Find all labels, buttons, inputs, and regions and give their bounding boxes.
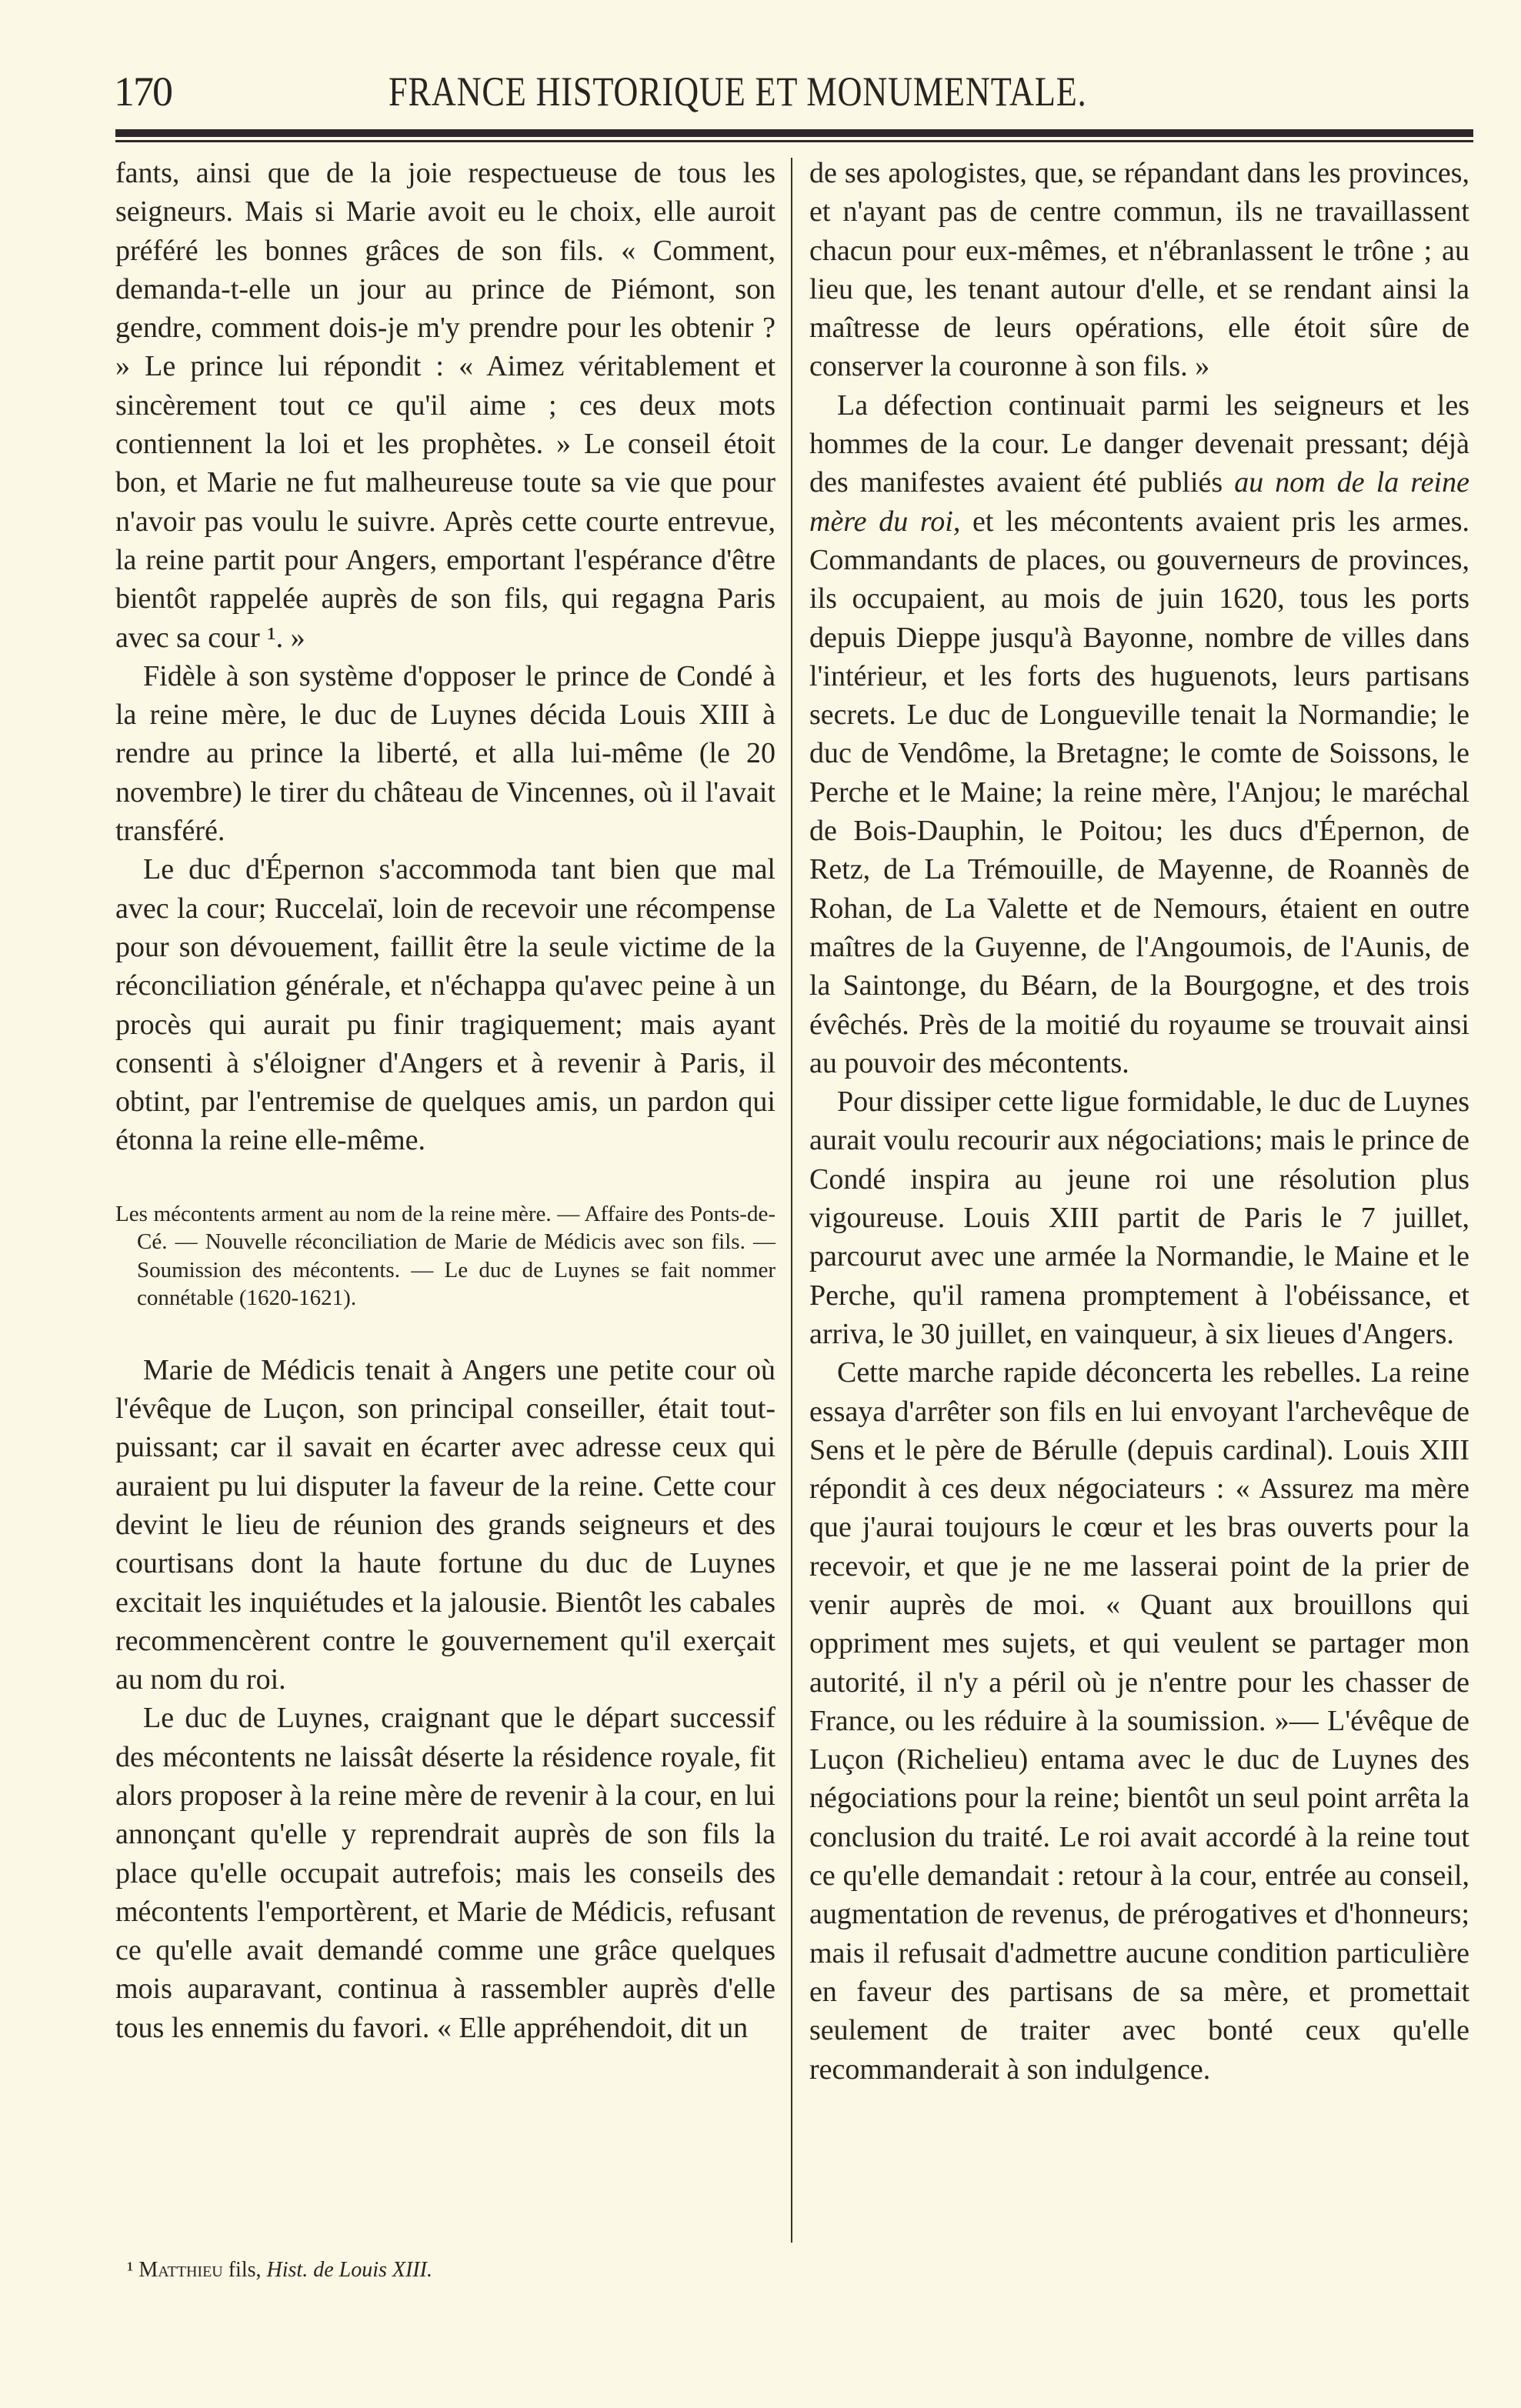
paragraph-text: Pour dissiper cette ligue formidable, le duc de Luynes aurait voulu recourir aux négociations; mais le prince de Condé inspira au jeune roi une résolution plus vigoureuse. Louis XIII partit de Paris le 7 juillet, parcourut avec une armée la Normandie, le Maine et le Perche, qu'il ramena promptement à l'obéissance, et arriva, le 30 juillet, en vainqueur, à six lieues d'Angers. — [809, 1086, 1469, 1350]
paragraph — [115, 1699, 776, 2047]
left-paragraphs-after — [115, 1351, 776, 2047]
left-paragraphs-before — [115, 154, 776, 1160]
left-column — [115, 154, 776, 2047]
chapter-summary: Les mécontents arment au nom de la reine mère. — Affaire des Ponts-de-Cé. — Nouvelle réconciliation de Marie de Médicis avec son fils. — Soumission des mécontents. — Le duc de Luynes se fait nommer connétable (1620-1621). — [115, 1201, 776, 1311]
paragraph — [809, 1353, 1469, 2089]
footnote — [127, 2258, 432, 2283]
right-paragraphs — [809, 154, 1469, 2089]
paragraph-text: Le duc de Luynes, craignant que le départ successif des mécontents ne laissât déserte la résidence royale, fit alors proposer à la reine mère de revenir à la cour, en lui annonçant qu'elle y reprendrait auprès de son fils la place qu'elle occupait autrefois; mais les conseils des mécontents l'emportèrent, et Marie de Médicis, refusant ce qu'elle avait demandé comme une grâce quelques mois auparavant, continua à rassembler auprès d'elle tous les ennemis du favori. « Elle appréhendoit, dit un — [115, 1702, 776, 2044]
column-divider — [791, 158, 792, 2243]
paragraph — [809, 154, 1469, 386]
paragraph-text: fants, ainsi que de la joie respectueuse de tous les seigneurs. Mais si Marie avoit eu le choix, elle auroit préféré les bonnes grâces de son fils. « Comment, demanda-t-elle un jour au prince de Piémont, son gendre, comment dois-je m'y prendre pour les obtenir ? » Le prince lui répondit : « Aimez véritablement et sincèrement tout ce qu'il aime ; ces deux mots contiennent la loi et les prophètes. » Le conseil étoit bon, et Marie ne fut malheureuse toute sa vie que pour n'avoir pas voulu le suivre. Après cette courte entrevue, la reine partit pour Angers, emportant l'espérance d'être bientôt rappelée auprès de son fils, qui regagna Paris avec sa cour ¹. » — [115, 157, 776, 654]
footnote-marker: ¹ — [127, 2258, 134, 2282]
paragraph — [809, 386, 1469, 1082]
footnote-work: Hist. de Louis XIII. — [266, 2258, 432, 2282]
running-title: FRANCE HISTORIQUE ET MONUMENTALE. — [389, 68, 1087, 115]
paragraph-text: de ses apologistes, que, se répandant dans les provinces, et n'ayant pas de centre commun, ils ne travaillassent chacun pour eux-mêmes, et n'ébranlassent le trône ; au lieu que, les tenant autour d'elle, et se rendant ainsi la maîtresse de leurs opérations, elle étoit sûre de conserver la couronne à son fils. » — [809, 157, 1469, 383]
header-rule-thin — [115, 140, 1473, 142]
right-column — [809, 154, 1469, 2089]
paragraph — [115, 850, 776, 1159]
footnote-author: Matthieu — [138, 2258, 223, 2282]
paragraph-text: Marie de Médicis tenait à Angers une petite cour où l'évêque de Luçon, son principal conseiller, était tout-puissant; car il savait en écarter avec adresse ceux qui auraient pu lui disputer la faveur de la reine. Cette cour devint le lieu de réunion des grands seigneurs et des courtisans dont la haute fortune du duc de Luynes excitait les inquiétudes et la jalousie. Bientôt les cabales recommencèrent contre le gouvernement qu'il exerçait au nom du roi. — [115, 1353, 776, 1696]
page-number: 170 — [114, 68, 172, 115]
paragraph-text: La défection continuait parmi les seigneurs et les hommes de la cour. Le danger devenait pressant; déjà des manifestes avaient été publiés — [809, 389, 1469, 499]
italic-text: au nom de la reine mère du roi, — [809, 466, 1469, 538]
paragraph — [809, 1082, 1469, 1353]
paragraph-text: Cette marche rapide déconcerta les rebelles. La reine essaya d'arrêter son fils en lui envoyant l'archevêque de Sens et le père de Bérulle (depuis cardinal). Louis XIII répondit à ces deux négociateurs : « Assurez ma mère que j'aurai toujours le cœur et les bras ouverts pour la recevoir, et que je ne me lasserai point de la prier de venir auprès de moi. « Quant aux brouillons qui oppriment mes sujets, et qui veulent se partager mon autorité, il n'y a péril où je n'entre pour les chasser de France, ou les réduire à la soumission. »— L'évêque de Luçon (Richelieu) entama avec le duc de Luynes des négociations pour la reine; bientôt un seul point arrêta la conclusion du traité. Le roi avait accordé à la reine tout ce qu'elle demandait : retour à la cour, entrée au conseil, augmentation de revenus, de prérogatives et d'honneurs; mais il refusait d'admettre aucune condition particulière en faveur des partisans de sa mère, et promettait seulement de traiter avec bonté ceux qu'elle recommanderait à son indulgence. — [809, 1356, 1469, 2086]
paragraph — [115, 657, 776, 850]
paragraph-text: Fidèle à son système d'opposer le prince de Condé à la reine mère, le duc de Luynes décida Louis XIII à rendre au prince la liberté, et alla lui-même (le 20 novembre) le tirer du château de Vincennes, où il l'avait transféré. — [115, 659, 776, 848]
paragraph-text: et les mécontents avaient pris les armes. Commandants de places, ou gouverneurs de provinces, ils occupaient, au mois de juin 1620, tous les ports depuis Dieppe jusqu'à Bayonne, nombre de villes dans l'intérieur, et les forts des huguenots, leurs partisans secrets. Le duc de Longueville tenait la Normandie; le duc de Vendôme, la Bretagne; le comte de Soissons, le Perche et le Maine; la reine mère, l'Anjou; le maréchal de Bois-Dauphin, le Poitou; les ducs d'Épernon, de Retz, de La Trémouille, de Mayenne, de Roannès de Rohan, de La Valette et de Nemours, étaient en outre maîtres de la Guyenne, de l'Angoumois, de l'Aunis, de la Saintonge, du Béarn, de la Bourgogne, et des trois évêchés. Près de la moitié du royaume se trouvait ainsi au pouvoir des mécontents. — [809, 505, 1469, 1079]
header-rule — [115, 129, 1473, 137]
paragraph — [115, 154, 776, 657]
paragraph-text: Le duc d'Épernon s'accommoda tant bien que mal avec la cour; Ruccelaï, loin de recevoir une récompense pour son dévouement, faillit être la seule victime de la réconciliation générale, et n'échappa qu'avec peine à un procès qui aurait pu finir tragiquement; mais ayant consenti à s'éloigner d'Angers et à revenir à Paris, il obtint, par l'entremise de quelques amis, un pardon qui étonna la reine elle-même. — [115, 853, 776, 1157]
paragraph — [115, 1351, 776, 1699]
footnote-text: fils, — [222, 2258, 267, 2282]
